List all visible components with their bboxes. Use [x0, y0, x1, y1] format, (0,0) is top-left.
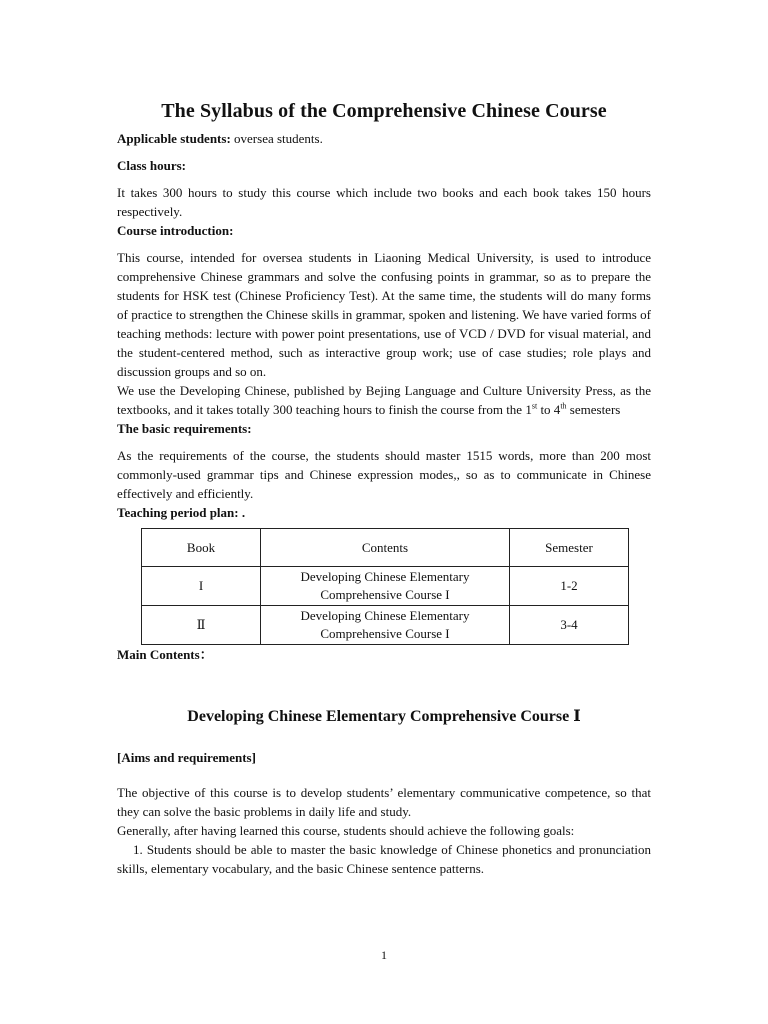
para2-sup-th: th	[560, 401, 567, 411]
teaching-plan-table	[141, 528, 629, 645]
general-text: Generally, after having learned this course, students should achieve the following goals:	[117, 823, 575, 838]
section-title: Developing Chinese Elementary Comprehensive Course Ⅰ	[187, 708, 581, 725]
goal-1: 1. Students should be able to master the basic knowledge of Chinese phonetics and pronunciation skills, elementary vocabulary, and the basic Chinese sentence patterns.	[117, 842, 651, 876]
page-title: The Syllabus of the Comprehensive Chinese Course	[161, 100, 607, 122]
aims-text: The objective of this course is to develop students’ elementary communicative competence, so that they can solve the basic problems in daily life and study.	[117, 785, 651, 819]
cell-book: Ⅱ	[142, 606, 261, 645]
teaching-plan-label: Teaching period plan: .	[117, 505, 246, 520]
class-hours-text: It takes 300 hours to study this course which include two books and each book takes 150 hours respectively.	[117, 185, 651, 219]
header-semester: Semester	[510, 529, 629, 567]
cell-semester: 1-2	[510, 567, 629, 606]
contents-line1: Developing Chinese Elementary	[300, 608, 470, 623]
main-contents-label: Main Contents：	[117, 647, 213, 662]
para2-sup-st: st	[531, 401, 538, 411]
basic-req-label: The basic requirements:	[117, 421, 252, 436]
cell-contents	[261, 606, 510, 645]
aims-label: [Aims and requirements]	[117, 750, 256, 765]
course-intro-para1: This course, intended for oversea students in Liaoning Medical University, is used to introduce comprehensive Chinese grammars and solve the confusing points in grammar, so as to prepare the students for HSK test (Chinese Proficiency Test). At the same time, the students will do many forms of practice to strengthen the Chinese skills in grammar, spoken and listening. We have varied forms of teaching methods: lecture with power point presentations, use of VCD / DVD for visual material, and the student-centered method, such as interactive group work; use of case studies; role plays and discussion groups and so on.	[117, 250, 651, 379]
class-hours-label: Class hours:	[117, 158, 186, 173]
cell-book: I	[142, 567, 261, 606]
document-page	[117, 100, 651, 878]
para2-text-c: semesters	[566, 402, 621, 417]
table-row	[142, 606, 629, 645]
header-book: Book	[142, 529, 261, 567]
para2-text-b: to 4	[537, 402, 561, 417]
course-intro-para2	[117, 381, 651, 419]
header-contents: Contents	[261, 529, 510, 567]
applicable-value: oversea students.	[230, 131, 323, 146]
page-number: 1	[381, 948, 387, 962]
table-row	[142, 567, 629, 606]
applicable-label: Applicable students:	[117, 131, 231, 146]
basic-req-text: As the requirements of the course, the students should master 1515 words, more than 200 most commonly-used grammar tips and Chinese expression modes,, so as to communicate in Chinese effectively and efficiently.	[117, 448, 651, 501]
cell-semester: 3-4	[510, 606, 629, 645]
applicable-students	[117, 129, 651, 148]
contents-line2: Comprehensive Course I	[320, 626, 450, 641]
table-header-row	[142, 529, 629, 567]
para2-text-a: We use the Developing Chinese, published by Bejing Language and Culture University Press, as the textbooks, and it takes totally 300 teaching hours to finish the course from the 1	[117, 383, 651, 417]
course-intro-label: Course introduction:	[117, 223, 234, 238]
contents-line2: Comprehensive Course I	[320, 587, 450, 602]
cell-contents	[261, 567, 510, 606]
contents-line1: Developing Chinese Elementary	[300, 569, 470, 584]
